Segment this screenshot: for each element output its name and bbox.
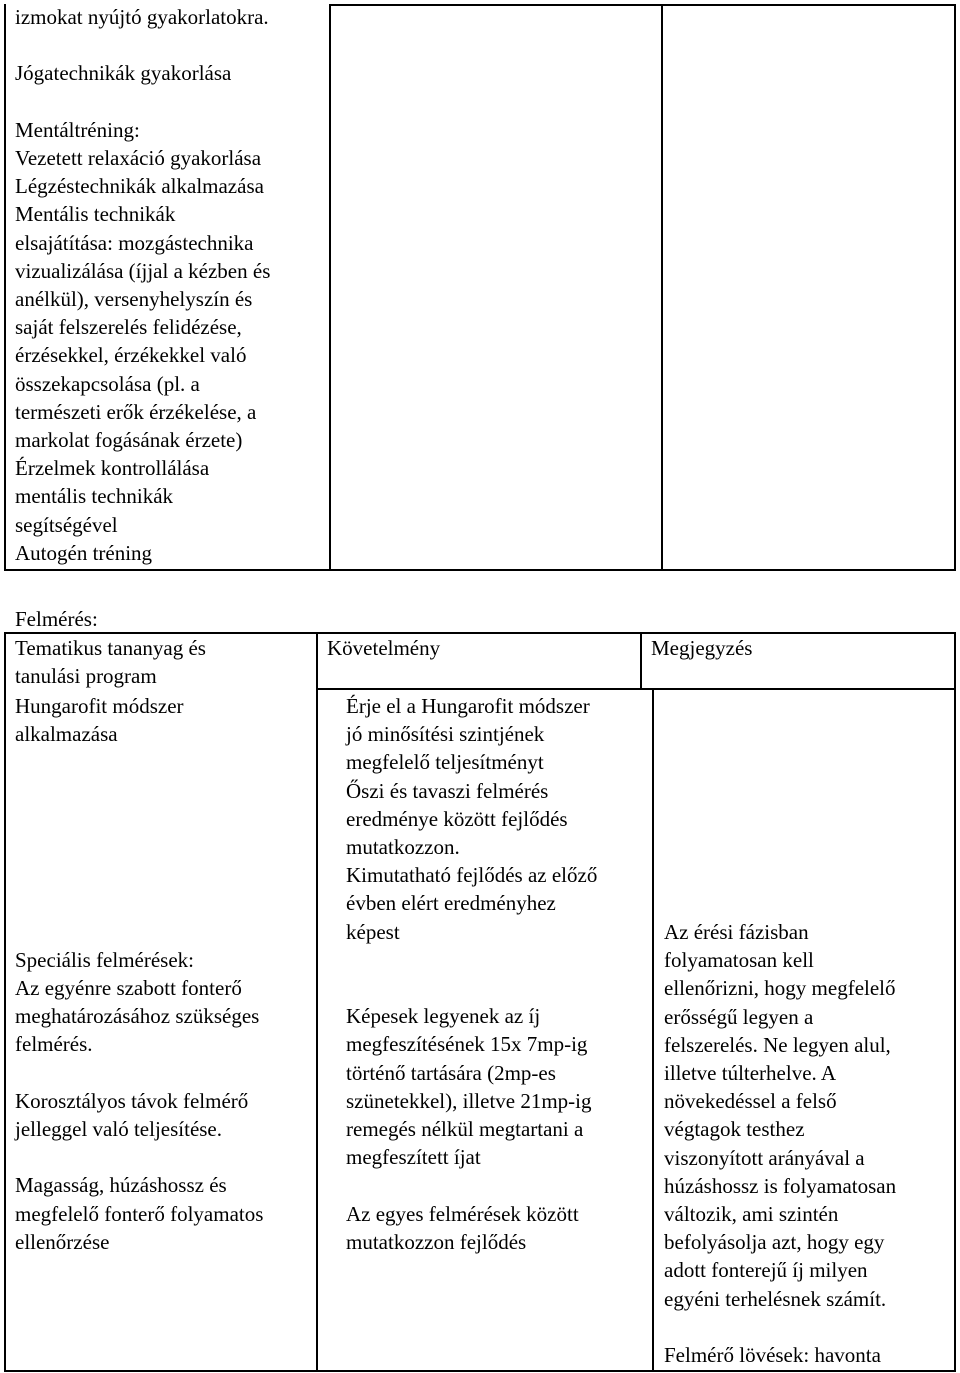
text-line (15, 889, 263, 917)
text-line: ellenőrizni, hogy megfelelő (664, 976, 896, 1001)
text-line: végtagok testhez (664, 1117, 805, 1142)
text-line: Kimutatható fejlődés az előző (346, 863, 598, 888)
text-line (15, 748, 263, 776)
text-line: adott fonterejű íj milyen (664, 1258, 868, 1283)
text-line: Speciális felmérések: (15, 947, 195, 972)
text-line: Felmérő lövések: havonta (664, 1343, 881, 1368)
text-line: ellenőrzése (15, 1229, 110, 1254)
bottom-table-divider-2-body (652, 689, 654, 1372)
text-line (15, 861, 263, 889)
text-line: történő tartására (2mp-es (346, 1060, 556, 1085)
text-line (15, 918, 263, 946)
text-line: Az egyénre szabott fonterő (15, 976, 242, 1001)
bottom-table-col2-text (346, 692, 597, 1256)
text-line: segítségével (15, 512, 118, 537)
text-line: megfelelő teljesítményt (346, 750, 544, 775)
text-line: mentális technikák (15, 484, 174, 509)
text-line: remegés nélkül megtartani a (346, 1117, 584, 1142)
bottom-table-bottom-border (4, 1370, 956, 1372)
text-line (15, 88, 270, 116)
text-line: húzáshossz is folyamatosan (664, 1173, 897, 1198)
text-line: Őszi és tavaszi felmérés (346, 778, 549, 803)
top-table-col1-text (15, 3, 270, 567)
text-line: természeti erők érzékelése, a (15, 399, 257, 424)
text-line: izmokat nyújtó gyakorlatokra. (15, 5, 269, 29)
text-line: befolyásolja azt, hogy egy (664, 1230, 885, 1255)
bottom-table-divider-1 (316, 632, 318, 1372)
text-line: érzésekkel, érzékekkel való (15, 343, 247, 368)
text-line: Korosztályos távok felmérő (15, 1088, 249, 1113)
text-line (15, 1059, 263, 1087)
text-line: Képesek legyenek az íj (346, 1004, 541, 1029)
text-line: megfeszítésének 15x 7mp-ig (346, 1032, 588, 1057)
text-line: folyamatosan kell (664, 948, 814, 973)
text-line: erősségű legyen a (664, 1004, 814, 1029)
text-line: Érzelmek kontrollálása (15, 456, 210, 481)
bottom-table-left-border (4, 632, 6, 1372)
text-line: anélkül), versenyhelyszín és (15, 287, 253, 312)
text-line: felszerelés. Ne legyen alul, (664, 1032, 891, 1057)
text-line: Jógatechnikák gyakorlása (15, 61, 232, 86)
text-line: meghatározásához szükséges (15, 1004, 260, 1029)
text-line: megfeszített íjat (346, 1145, 481, 1170)
text-line: szünetekkel), illetve 21mp-ig (346, 1088, 592, 1113)
header-tematikus (15, 634, 206, 690)
bottom-table-col1-text (15, 692, 263, 1256)
text-line: Vezetett relaxáció gyakorlása (15, 146, 262, 171)
bottom-table-divider-2-header (640, 632, 642, 690)
text-line: viszonyított arányával a (664, 1145, 865, 1170)
text-line: alkalmazása (15, 722, 118, 747)
header-kovetelmeny: Követelmény (327, 636, 441, 660)
text-line: Mentáltréning: (15, 117, 140, 142)
top-table-left-border (4, 4, 6, 571)
text-line: növekedéssel a felső (664, 1089, 837, 1114)
top-table-bottom-border (4, 569, 956, 571)
bottom-table-col3-text (664, 918, 896, 1369)
text-line: megfelelő fonterő folyamatos (15, 1201, 264, 1226)
text-line: mutatkozzon. (346, 835, 460, 860)
text-line: mutatkozzon fejlődés (346, 1229, 527, 1254)
top-table-right-border (954, 4, 956, 571)
text-line: jó minősítési szintjének (346, 722, 545, 747)
header-megjegyzes: Megjegyzés (651, 636, 753, 660)
text-line: felmérés. (15, 1032, 93, 1057)
top-table-divider-2 (661, 4, 663, 571)
text-line: vizualizálása (íjjal a kézben és (15, 258, 271, 283)
bottom-table-right-border (954, 632, 956, 1372)
text-line: saját felszerelés felidézése, (15, 315, 242, 340)
text-line (346, 946, 597, 974)
text-line: Autogén tréning (15, 540, 153, 565)
text-line: tanulási program (15, 664, 157, 689)
text-line: elsajátítása: mozgástechnika (15, 230, 254, 255)
top-table-divider-1 (329, 4, 331, 571)
text-line: markolat fogásának érzete) (15, 428, 243, 453)
top-table-top-border (329, 4, 956, 6)
text-line: Mentális technikák (15, 202, 176, 227)
text-line: összekapcsolása (pl. a (15, 371, 200, 396)
text-line: Tematikus tananyag és (15, 636, 206, 660)
text-line: változik, ami szintén (664, 1202, 839, 1227)
text-line (346, 974, 597, 1002)
text-line (15, 1143, 263, 1171)
bottom-table-header-rule (316, 688, 956, 690)
text-line: Az érési fázisban (664, 920, 809, 944)
text-line: Légzéstechnikák alkalmazása (15, 174, 264, 199)
text-line (15, 777, 263, 805)
text-line: jelleggel való teljesítése. (15, 1117, 223, 1142)
text-line: egyéni terhelésnek számít. (664, 1286, 887, 1311)
text-line (15, 31, 270, 59)
text-line (346, 1171, 597, 1199)
text-line: Az egyes felmérések között (346, 1201, 579, 1226)
text-line: Magasság, húzáshossz és (15, 1173, 227, 1198)
text-line: évben elért eredményhez (346, 891, 556, 916)
text-line (15, 833, 263, 861)
text-line: illetve túlterhelve. A (664, 1061, 837, 1086)
text-line: Hungarofit módszer (15, 694, 184, 718)
text-line: képest (346, 919, 400, 944)
text-line (664, 1313, 896, 1341)
section-title: Felmérés: (15, 607, 98, 631)
text-line: Érje el a Hungarofit módszer (346, 694, 590, 718)
text-line: eredménye között fejlődés (346, 806, 568, 831)
text-line (15, 805, 263, 833)
